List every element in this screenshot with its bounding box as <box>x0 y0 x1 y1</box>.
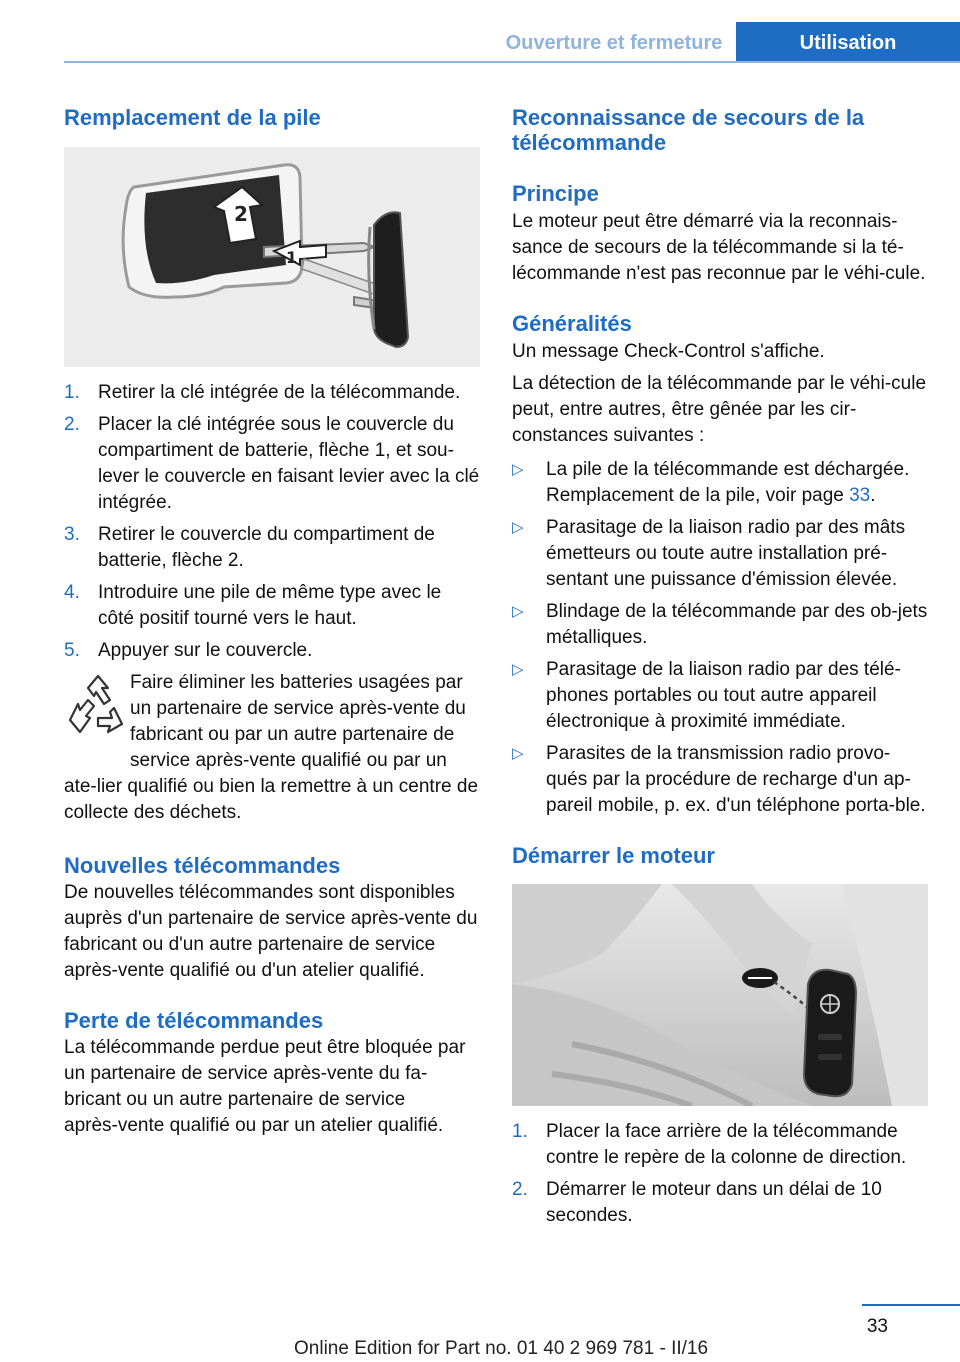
emergency-detection-title: Reconnaissance de secours de la télécommande <box>512 105 865 155</box>
list-item <box>512 657 928 735</box>
step-number: 5. <box>64 640 80 661</box>
list-item <box>512 599 928 651</box>
recycling-note-text: Faire éliminer les batteries usagées par un partenaire de service après‑vente du fabricant ou par un autre partenaire de service après‑vente qualifié ou par un ate‐lier qualifié ou bien la remettre à un centre de collecte des déchets. <box>64 672 479 823</box>
bullet-text: La pile de la télécommande est déchargée. Remplacement de la pile, voir page <box>546 459 910 506</box>
step-text: Démarrer le moteur dans un délai de 10 secondes. <box>546 1179 882 1226</box>
start-engine-title: Démarrer le moteur <box>512 843 715 868</box>
principle-title: Principe <box>512 181 599 206</box>
lost-remotes-text: La télécommande perdue peut être bloquée par un partenaire de service après‑vente du fa‐bricant ou un autre partenaire de service après‑vente qualifié ou par un atelier qualifié. <box>64 1037 466 1136</box>
bullet-text: Parasites de la transmission radio provo‐qués par la procédure de recharge d'un ap‐pareil mobile, p. ex. d'un téléphone porta‐ble. <box>546 743 926 816</box>
step-number: 3. <box>64 524 80 545</box>
general-title: Généralités <box>512 311 632 336</box>
battery-title: Remplacement de la pile <box>64 105 321 130</box>
list-item <box>512 1119 928 1171</box>
page-number: 33 <box>866 1316 888 1337</box>
header-rule <box>64 61 960 63</box>
list-item <box>512 515 928 593</box>
step-text: Retirer la clé intégrée de la télécommande. <box>98 382 461 403</box>
recycling-note <box>64 670 480 826</box>
general-text-2: La détection de la télécommande par le véhi‐cule peut, entre autres, être gênée par les cir‐constances suivantes : <box>512 373 927 446</box>
steering-column-illustration <box>512 884 928 1106</box>
footer-rule <box>862 1304 960 1306</box>
list-item <box>512 457 928 509</box>
triangle-right-icon: ▷ <box>512 603 524 620</box>
step-number: 2. <box>512 1179 528 1200</box>
list-item <box>64 412 480 516</box>
step-number: 1. <box>64 382 80 403</box>
step-number: 4. <box>64 582 80 603</box>
list-item <box>512 1177 928 1229</box>
bullet-text-end: . <box>870 485 876 506</box>
list-item <box>64 638 480 664</box>
new-remotes-text: De nouvelles télécommandes sont disponibles auprès d'un partenaire de service après‑vente du fabricant ou d'un autre partenaire de service après‑vente qualifié ou d'un atelier qualifié. <box>64 882 478 981</box>
key-battery-figure <box>64 147 480 367</box>
step-number: 2. <box>64 414 80 435</box>
triangle-right-icon: ▷ <box>512 745 524 762</box>
step-text: Placer la face arrière de la télécommande contre le repère de la colonne de direction. <box>546 1121 907 1168</box>
step-text: Placer la clé intégrée sous le couvercle du compartiment de batterie, flèche 1, et sou‐lever le couvercle en faisant levier avec la clé intégrée. <box>98 414 480 513</box>
step-number: 1. <box>512 1121 528 1142</box>
interference-list <box>512 457 928 819</box>
battery-steps <box>64 380 480 664</box>
triangle-right-icon: ▷ <box>512 461 524 478</box>
principle-text: Le moteur peut être démarré via la reconnais‐sance de secours de la télécommande si la té‐lécommande n'est pas reconnue par le véhi‐cule. <box>512 211 926 284</box>
list-item <box>64 580 480 632</box>
bullet-text: Parasitage de la liaison radio par des mâts émetteurs ou toute autre installation pré‐sentant une puissance d'émission élevée. <box>546 517 906 590</box>
triangle-right-icon: ▷ <box>512 661 524 678</box>
step-text: Retirer le couvercle du compartiment de batterie, flèche 2. <box>98 524 435 571</box>
page-link[interactable]: 33 <box>849 485 871 506</box>
steering-column-figure <box>512 884 928 1106</box>
start-engine-steps <box>512 1119 928 1229</box>
right-column <box>512 100 928 1235</box>
svg-text:2: 2 <box>234 202 248 226</box>
general-text-1: Un message Check-Control s'affiche. <box>512 341 825 362</box>
lost-remotes-title: Perte de télécommandes <box>64 1008 324 1033</box>
bullet-text: Blindage de la télécommande par des ob‐jets métalliques. <box>546 601 928 648</box>
step-text: Introduire une pile de même type avec le côté positif tourné vers le haut. <box>98 582 442 629</box>
list-item <box>64 380 480 406</box>
edition-line: Online Edition for Part no. 01 40 2 969 781 - II/16 <box>294 1338 709 1359</box>
header-chapter-tab: Utilisation <box>736 22 960 62</box>
step-text: Appuyer sur le couvercle. <box>98 640 313 661</box>
header-section: Ouverture et fermeture <box>505 32 723 54</box>
new-remotes-title: Nouvelles télécommandes <box>64 853 341 878</box>
left-column <box>64 100 480 1139</box>
recycle-icon <box>64 670 130 750</box>
list-item <box>64 522 480 574</box>
list-item <box>512 741 928 819</box>
bullet-text: Parasitage de la liaison radio par des télé‐phones portables ou tout autre appareil électronique à proximité immédiate. <box>546 659 901 732</box>
svg-text:1: 1 <box>286 248 298 267</box>
triangle-right-icon: ▷ <box>512 519 524 536</box>
key-battery-illustration <box>64 147 480 367</box>
